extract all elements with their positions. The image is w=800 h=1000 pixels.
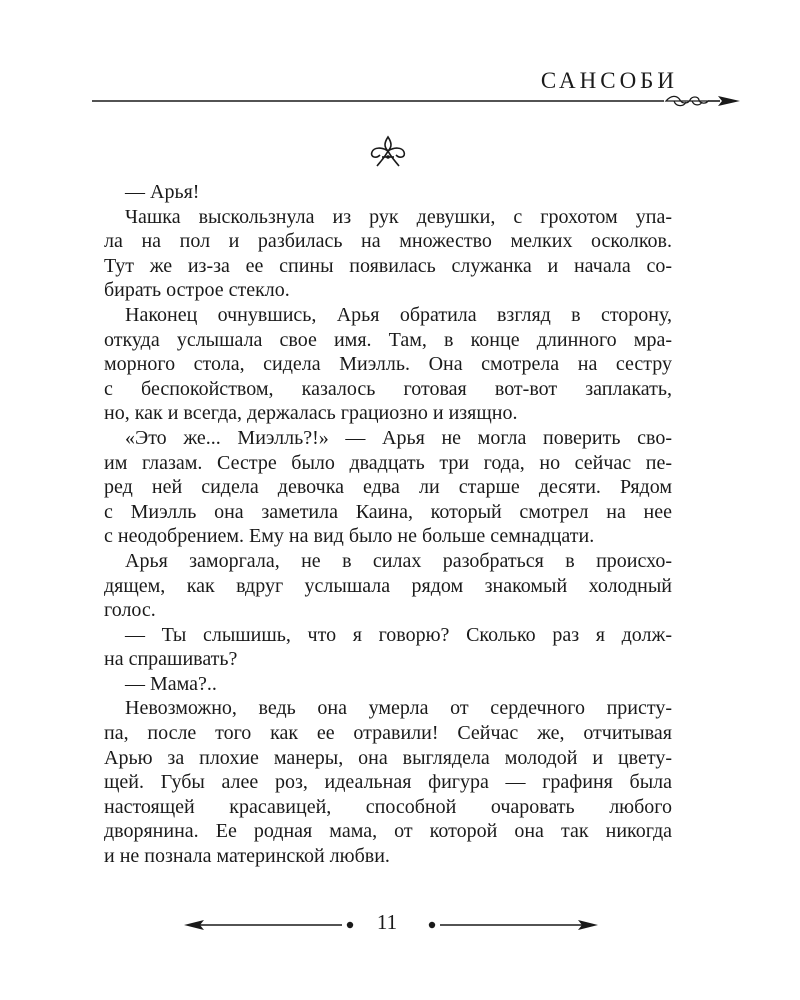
text-line: с неодобрением. Ему на вид было не больше семнадцати.: [104, 525, 595, 548]
text-line: дворянина. Ее родная мама, от которой она так никогда: [104, 820, 672, 843]
text-line: бирать острое стекло.: [104, 279, 290, 302]
page-number: 11: [376, 910, 398, 934]
text-line: с беспокойством, казалось готовая вот-вот заплакать,: [104, 377, 672, 400]
text-block: [104, 180, 672, 869]
head-rule-ornament: [92, 88, 742, 114]
text-line: — Арья!: [125, 181, 200, 203]
running-head: САНСОБИ: [540, 68, 678, 93]
text-line: им глазам. Сестре было двадцать три года, но сейчас пе-: [104, 451, 672, 474]
text-line: — Мама?..: [125, 672, 217, 695]
text-line: настоящей красавицей, способной очаровать любого: [104, 795, 672, 818]
text-line: Невозможно, ведь она умерла от сердечного присту-: [125, 697, 672, 720]
text-line: Чашка выскользнула из рук девушки, с грохотом упа-: [125, 205, 672, 228]
text-line: — Ты слышишь, что я говорю? Сколько раз я долж-: [125, 623, 672, 646]
text-line: Арью за плохие манеры, она выглядела молодой и цвету-: [104, 746, 672, 769]
fleuron-icon: [368, 135, 408, 171]
folio-ornament-right: [420, 912, 600, 938]
text-line: «Это же... Миэлль?!» — Арья не могла поверить сво-: [125, 426, 672, 449]
text-line: ла на пол и разбилась на множество мелких осколков.: [104, 230, 672, 253]
text-line: с Миэлль она заметила Каина, который смотрел на нее: [104, 500, 672, 523]
text-line: Тут же из-за ее спины появилась служанка и начала со-: [104, 254, 672, 277]
text-line: но, как и всегда, держалась грациозно и изящно.: [104, 402, 518, 425]
text-line: и не познала материнской любви.: [104, 845, 390, 868]
text-line: Наконец очнувшись, Арья обратила взгляд в сторону,: [125, 303, 672, 326]
text-line: откуда услышала свое имя. Там, в конце длинного мра-: [104, 328, 672, 351]
text-line: Арья заморгала, не в силах разобраться в происхо-: [125, 549, 672, 572]
folio-ornament-left: [182, 912, 362, 938]
text-line: ред ней сидела девочка едва ли старше десяти. Рядом: [104, 476, 672, 499]
text-line: голос.: [104, 599, 156, 622]
text-line: на спрашивать?: [104, 648, 238, 671]
text-line: морного стола, сидела Миэлль. Она смотрела на сестру: [104, 353, 672, 376]
text-line: дящем, как вдруг услышала рядом знакомый холодный: [104, 574, 672, 597]
text-line: па, после того как ее отравили! Сейчас же, отчитывая: [104, 722, 672, 745]
text-line: щей. Губы алее роз, идеальная фигура — графиня была: [104, 771, 672, 794]
